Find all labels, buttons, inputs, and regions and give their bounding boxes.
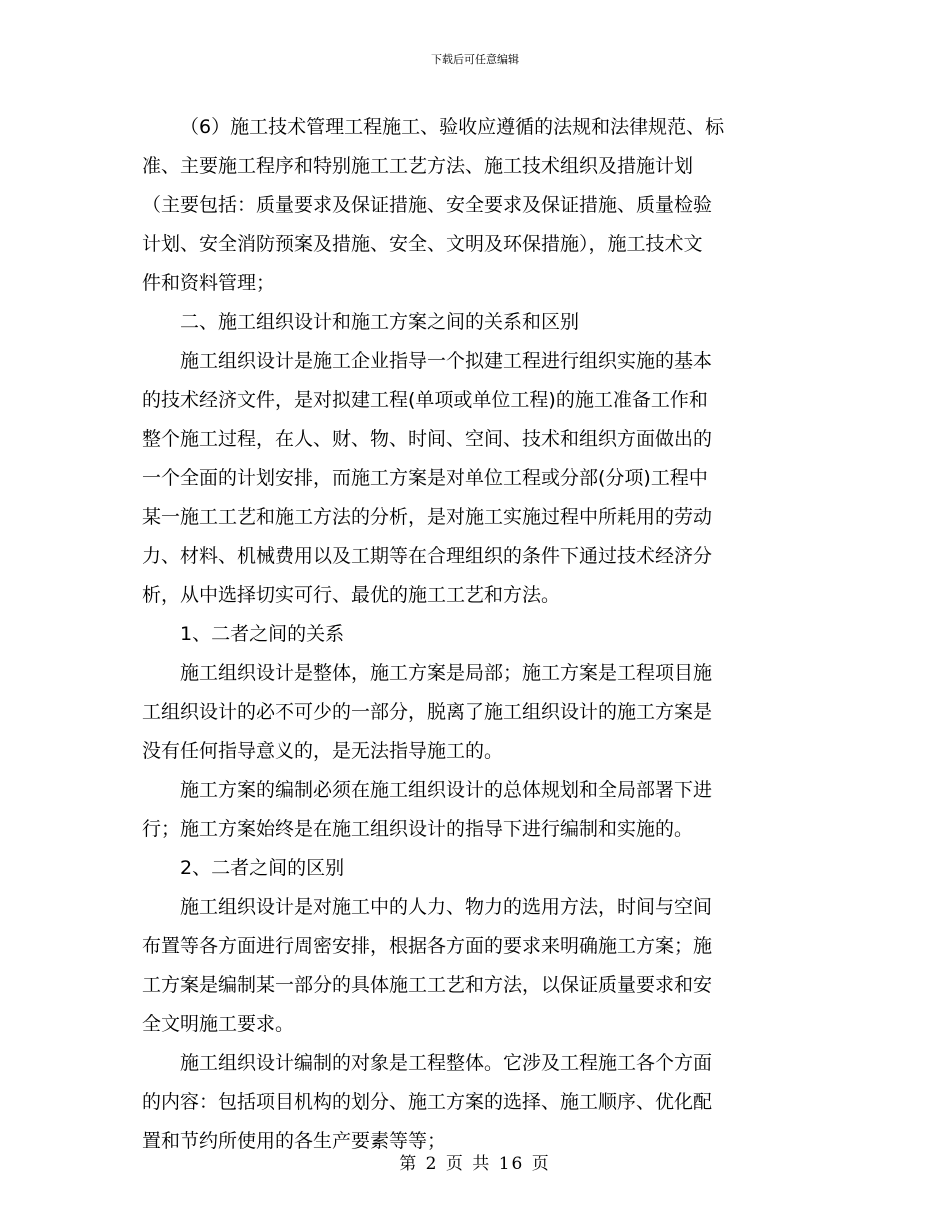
paragraph-construction-tech-management: （6）施工技术管理工程施工、验收应遵循的法规和法律规范、标 准、主要施工程序和特别施工工艺方法、施工技术组织及措施计划 （主要包括：质量要求及保证措施、安全要求及保证措施、质量检验 计划、安全消防预案及措施、安全、文明及环保措施），施工技术文 件和资料管理；: [142, 116, 725, 294]
paragraph-plan-under-design: 施工方案的编制必须在施工组织设计的总体规划和全局部署下进 行；施工方案始终是在施工组织设计的指导下进行编制和实施的。: [142, 779, 713, 840]
subheading-difference: 2、二者之间的区别: [180, 857, 345, 879]
section-heading-relation-and-difference: 二、施工组织设计和施工方案之间的关系和区别: [180, 311, 580, 333]
paragraph-design-definition: 施工组织设计是施工企业指导一个拟建工程进行组织实施的基本 的技术经济文件，是对拟建工程(单项或单位工程)的施工准备工作和 整个施工过程，在人、财、物、时间、空间、技术和组织方面做出的 一个全面的计划安排，而施工方案是对单位工程或分部(分项)工程中 某一施工工艺和施工方法的分析，是对施工实施过程中所耗用的劳动 力、材料、机械费用以及工期等在合理组织的条件下通过技术经济分 析，从中选择切实可行、最优的施工工艺和方法。: [142, 350, 713, 606]
document-body: [142, 108, 810, 1161]
subheading-relation: 1、二者之间的关系: [180, 623, 345, 645]
page-header: 下载后可任意编辑: [431, 53, 519, 66]
paragraph-arrangement-difference: 施工组织设计是对施工中的人力、物力的选用方法，时间与空间 布置等各方面进行周密安排，根据各方面的要求来明确施工方案；施 工方案是编制某一部分的具体施工工艺和方法，以保证质量要求和安 全文明施工要求。: [142, 896, 713, 1035]
paragraph-whole-and-part: 施工组织设计是整体，施工方案是局部；施工方案是工程项目施 工组织设计的必不可少的一部分，脱离了施工组织设计的施工方案是 没有任何指导意义的，是无法指导施工的。: [142, 662, 713, 762]
paragraph-design-object: 施工组织设计编制的对象是工程整体。它涉及工程施工各个方面 的内容：包括项目机构的划分、施工方案的选择、施工顺序、优化配 置和节约所使用的各生产要素等等；: [142, 1052, 713, 1152]
page-number: 第 2 页 共 16 页: [399, 1154, 551, 1174]
